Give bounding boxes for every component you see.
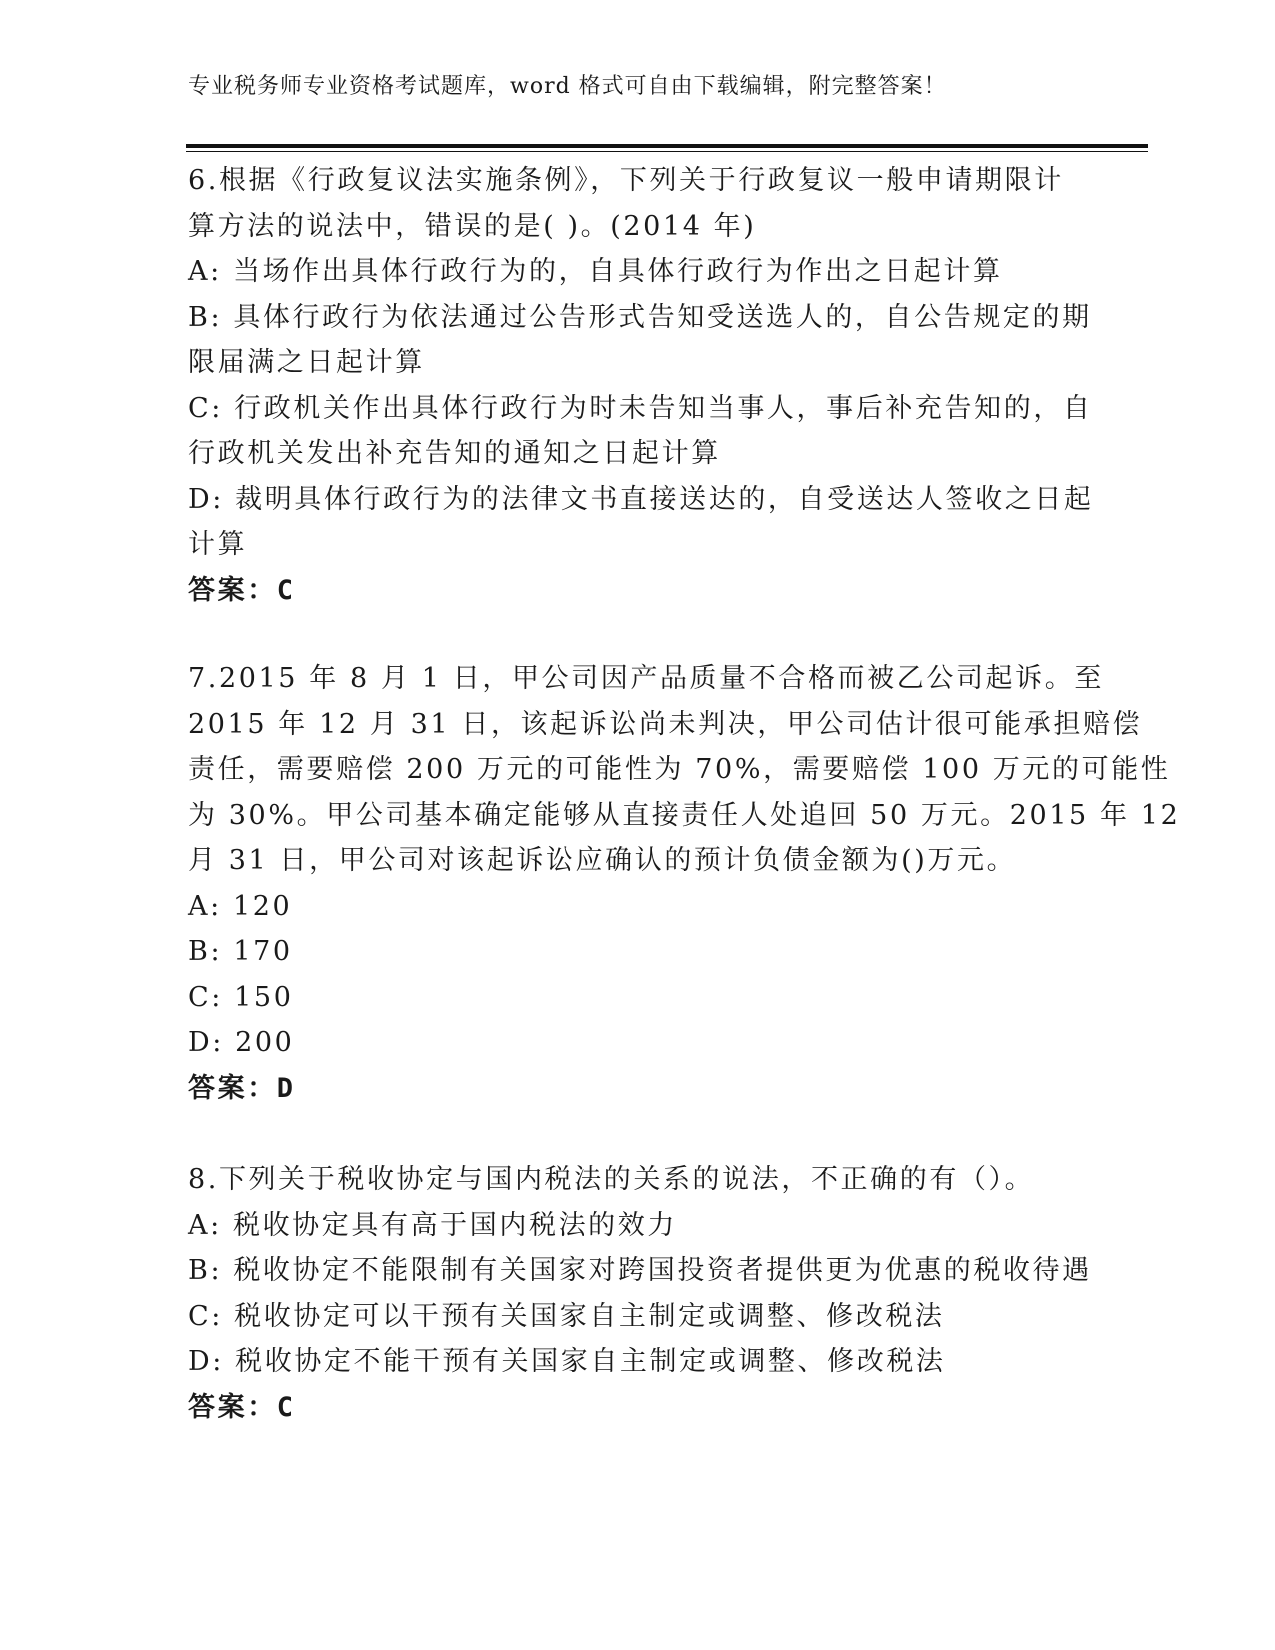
question-stem-line: 6.根据《行政复议法实施条例》，下列关于行政复议一般申请期限计 — [188, 165, 1064, 196]
option-a: A: 120 — [188, 890, 293, 922]
option-c: C: 税收协定可以干预有关国家自主制定或调整、修改税法 — [188, 1300, 945, 1332]
question-stem-line: 2015 年 12 月 31 日，该起诉讼尚未判决，甲公司估计很可能承担赔偿 — [188, 708, 1143, 740]
answer-label: 答案：D — [188, 1072, 296, 1104]
question-stem-line: 责任，需要赔偿 200 万元的可能性为 70%，需要赔偿 100 万元的可能性 — [188, 754, 1171, 785]
header-rule-thick — [186, 144, 1148, 148]
option-d-continued: 计算 — [188, 529, 248, 560]
question-stem-line: 8.下列关于税收协定与国内税法的关系的说法，不正确的有（）。 — [188, 1164, 1035, 1195]
question-6 — [188, 158, 1094, 613]
question-stem-line: 月 31 日，甲公司对该起诉讼应确认的预计负债金额为()万元。 — [188, 845, 1017, 876]
page-header: 专业税务师专业资格考试题库，word 格式可自由下载编辑，附完整答案！ — [188, 74, 947, 99]
option-b: B: 税收协定不能限制有关国家对跨国投资者提供更为优惠的税收待遇 — [188, 1255, 1092, 1286]
option-a: A: 当场作出具体行政行为的，自具体行政行为作出之日起计算 — [188, 256, 1003, 287]
option-b: B: 170 — [188, 936, 293, 967]
option-b-continued: 限届满之日起计算 — [188, 347, 425, 378]
question-7 — [188, 656, 1181, 1111]
question-stem-line: 为 30%。甲公司基本确定能够从直接责任人处追回 50 万元。2015 年 12 — [188, 799, 1181, 831]
option-a: A: 税收协定具有高于国内税法的效力 — [188, 1209, 677, 1241]
option-c: C: 行政机关作出具体行政行为时未告知当事人，事后补充告知的，自 — [188, 392, 1093, 424]
option-c: C: 150 — [188, 981, 294, 1013]
question-8 — [188, 1157, 1092, 1430]
option-d: D: 裁明具体行政行为的法律文书直接送达的，自受送达人签收之日起 — [188, 483, 1094, 515]
header-rule-thin — [186, 151, 1148, 152]
option-d: D: 200 — [188, 1027, 295, 1058]
question-stem-line: 算方法的说法中，错误的是( )。(2014 年) — [188, 210, 757, 242]
question-stem-line: 7.2015 年 8 月 1 日，甲公司因产品质量不合格而被乙公司起诉。至 — [188, 663, 1104, 694]
option-c-continued: 行政机关发出补充告知的通知之日起计算 — [188, 438, 721, 469]
answer-label: 答案：C — [188, 574, 296, 606]
answer-label: 答案：C — [188, 1391, 296, 1423]
option-d: D: 税收协定不能干预有关国家自主制定或调整、修改税法 — [188, 1346, 946, 1377]
option-b: B: 具体行政行为依法通过公告形式告知受送选人的，自公告规定的期 — [188, 301, 1092, 333]
